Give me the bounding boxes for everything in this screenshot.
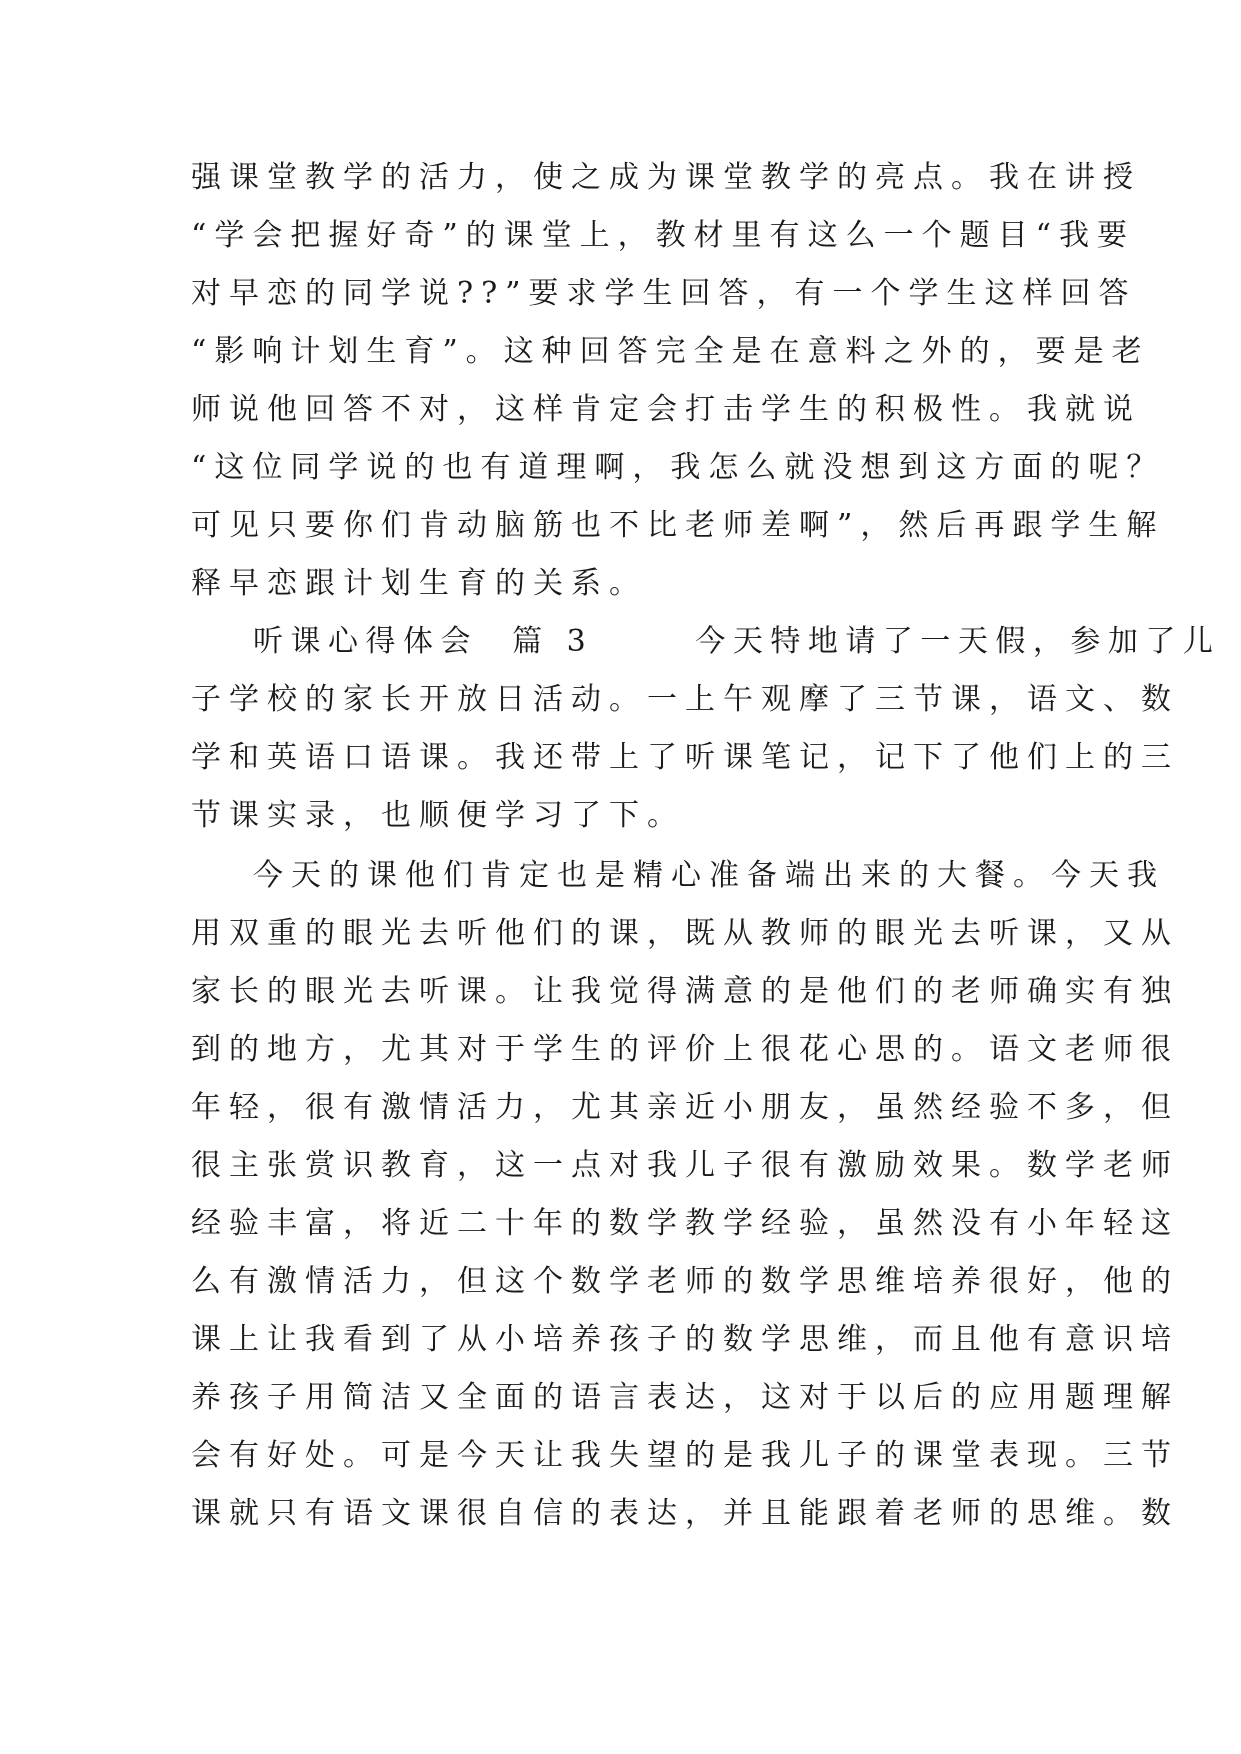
text-line: 强课堂教学的活力，使之成为课堂教学的亮点。我在讲授	[191, 160, 1141, 195]
text-line: 会有好处。可是今天让我失望的是我儿子的课堂表现。三节	[191, 1438, 1179, 1473]
text-line: 节课实录，也顺便学习了下。	[191, 798, 685, 833]
text-line: 么有激情活力，但这个数学老师的数学思维培养很好，他的	[191, 1264, 1179, 1299]
text-line: 年轻，很有激情活力，尤其亲近小朋友，虽然经验不多，但	[191, 1090, 1179, 1125]
text-line: “这位同学说的也有道理啊，我怎么就没想到这方面的呢？	[191, 450, 1165, 485]
text-line: 养孩子用简洁又全面的语言表达，这对于以后的应用题理解	[191, 1380, 1179, 1415]
text-line: “影响计划生育”。这种回答完全是在意料之外的，要是老	[191, 334, 1150, 369]
text-line: 师说他回答不对，这样肯定会打击学生的积极性。我就说	[191, 392, 1141, 427]
text-line: “学会把握好奇”的课堂上，教材里有这么一个题目“我要	[191, 218, 1136, 253]
text-line: 可见只要你们肯动脑筋也不比老师差啊”，然后再跟学生解	[191, 508, 1165, 543]
text-line: 释早恋跟计划生育的关系。	[191, 566, 647, 601]
text-line: 对早恋的同学说??”要求学生回答，有一个学生这样回答	[191, 276, 1137, 311]
paragraph-start-line: 今天的课他们肯定也是精心准备端出来的大餐。今天我	[253, 858, 1165, 893]
text-line: 学和英语口语课。我还带上了听课笔记，记下了他们上的三	[191, 740, 1179, 775]
text-line: 课上让我看到了从小培养孩子的数学思维，而且他有意识培	[191, 1322, 1179, 1357]
text-line: 课就只有语文课很自信的表达，并且能跟着老师的思维。数	[191, 1496, 1179, 1531]
section-heading-line: 听课心得体会 篇 3 今天特地请了一天假，参加了儿	[253, 624, 1221, 659]
text-line: 经验丰富，将近二十年的数学教学经验，虽然没有小年轻这	[191, 1206, 1179, 1241]
text-line: 家长的眼光去听课。让我觉得满意的是他们的老师确实有独	[191, 974, 1179, 1009]
text-line: 很主张赏识教育，这一点对我儿子很有激励效果。数学老师	[191, 1148, 1179, 1183]
text-line: 子学校的家长开放日活动。一上午观摩了三节课，语文、数	[191, 682, 1179, 717]
text-line: 到的地方，尤其对于学生的评价上很花心思的。语文老师很	[191, 1032, 1179, 1067]
text-line: 用双重的眼光去听他们的课，既从教师的眼光去听课，又从	[191, 916, 1179, 951]
